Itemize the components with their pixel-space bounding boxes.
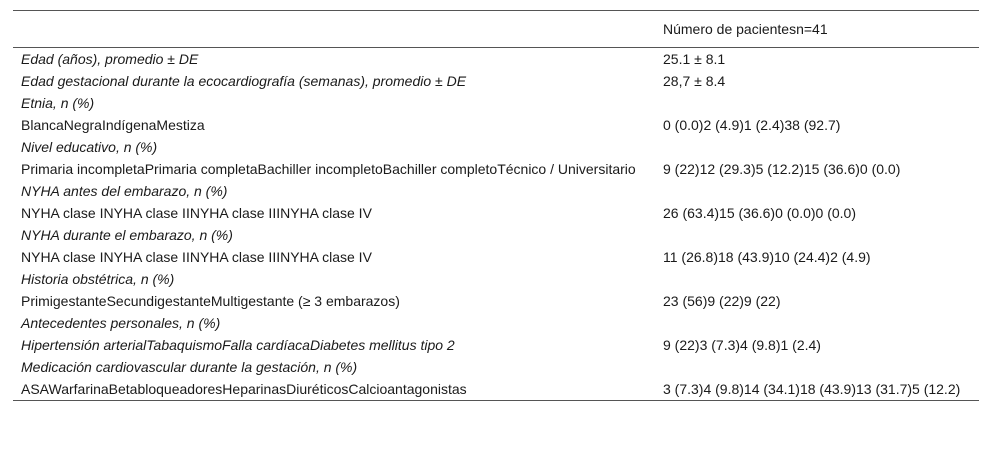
table-row: [13, 290, 979, 312]
row-value: [655, 268, 979, 290]
row-value: 9 (22)12 (29.3)5 (12.2)15 (36.6)0 (0.0): [663, 161, 901, 177]
table-row: [13, 136, 979, 158]
row-label: NYHA clase INYHA clase IINYHA clase IIINYHA clase IV: [21, 205, 372, 221]
row-value: [655, 312, 979, 334]
table-container: [13, 10, 979, 401]
row-label: Antecedentes personales, n (%): [21, 315, 221, 331]
row-value: 11 (26.8)18 (43.9)10 (24.4)2 (4.9): [663, 249, 871, 265]
row-label: Etnia, n (%): [21, 95, 95, 111]
table-row: [13, 378, 979, 401]
header-patients-column: Número de pacientesn=41: [663, 21, 828, 37]
row-value: 0 (0.0)2 (4.9)1 (2.4)38 (92.7): [663, 117, 841, 133]
table-row: [13, 70, 979, 92]
table-row: [13, 268, 979, 290]
table-row: [13, 180, 979, 202]
row-label: Edad gestacional durante la ecocardiografía (semanas), promedio ± DE: [21, 73, 467, 89]
table-row: [13, 224, 979, 246]
row-label: Edad (años), promedio ± DE: [21, 51, 199, 67]
table-row: [13, 312, 979, 334]
table-row: [13, 356, 979, 378]
row-value: [655, 356, 979, 378]
table-row: [13, 334, 979, 356]
row-value: [655, 180, 979, 202]
row-label: NYHA durante el embarazo, n (%): [21, 227, 233, 243]
row-value: 9 (22)3 (7.3)4 (9.8)1 (2.4): [663, 337, 821, 353]
table-row: [13, 48, 979, 71]
row-label: PrimigestanteSecundigestanteMultigestante (≥ 3 embarazos): [21, 293, 400, 309]
row-value: 28,7 ± 8.4: [663, 73, 726, 89]
row-value: 26 (63.4)15 (36.6)0 (0.0)0 (0.0): [663, 205, 856, 221]
row-label: Nivel educativo, n (%): [21, 139, 158, 155]
row-label: BlancaNegraIndígenaMestiza: [21, 117, 205, 133]
table-body: [13, 48, 979, 401]
patient-characteristics-table: [13, 10, 979, 401]
row-value: [655, 136, 979, 158]
row-label: ASAWarfarinaBetabloqueadoresHeparinasDiuréticosCalcioantagonistas: [21, 381, 467, 397]
row-value: 25.1 ± 8.1: [663, 51, 726, 67]
row-value: 3 (7.3)4 (9.8)14 (34.1)18 (43.9)13 (31.7)5 (12.2): [663, 381, 961, 397]
header-label-column: [13, 11, 655, 48]
row-value: [655, 92, 979, 114]
table-row: [13, 158, 979, 180]
table-row: [13, 202, 979, 224]
table-row: [13, 246, 979, 268]
row-value: [655, 224, 979, 246]
row-value: 23 (56)9 (22)9 (22): [663, 293, 781, 309]
row-label: Medicación cardiovascular durante la gestación, n (%): [21, 359, 358, 375]
table-row: [13, 92, 979, 114]
row-label: NYHA antes del embarazo, n (%): [21, 183, 228, 199]
row-label: Hipertensión arterialTabaquismoFalla cardíacaDiabetes mellitus tipo 2: [21, 337, 455, 353]
row-label: NYHA clase INYHA clase IINYHA clase IIINYHA clase IV: [21, 249, 372, 265]
row-label: Historia obstétrica, n (%): [21, 271, 175, 287]
row-label: Primaria incompletaPrimaria completaBachiller incompletoBachiller completoTécnico / Universitario: [21, 161, 636, 177]
table-row: [13, 114, 979, 136]
table-header-row: [13, 11, 979, 48]
